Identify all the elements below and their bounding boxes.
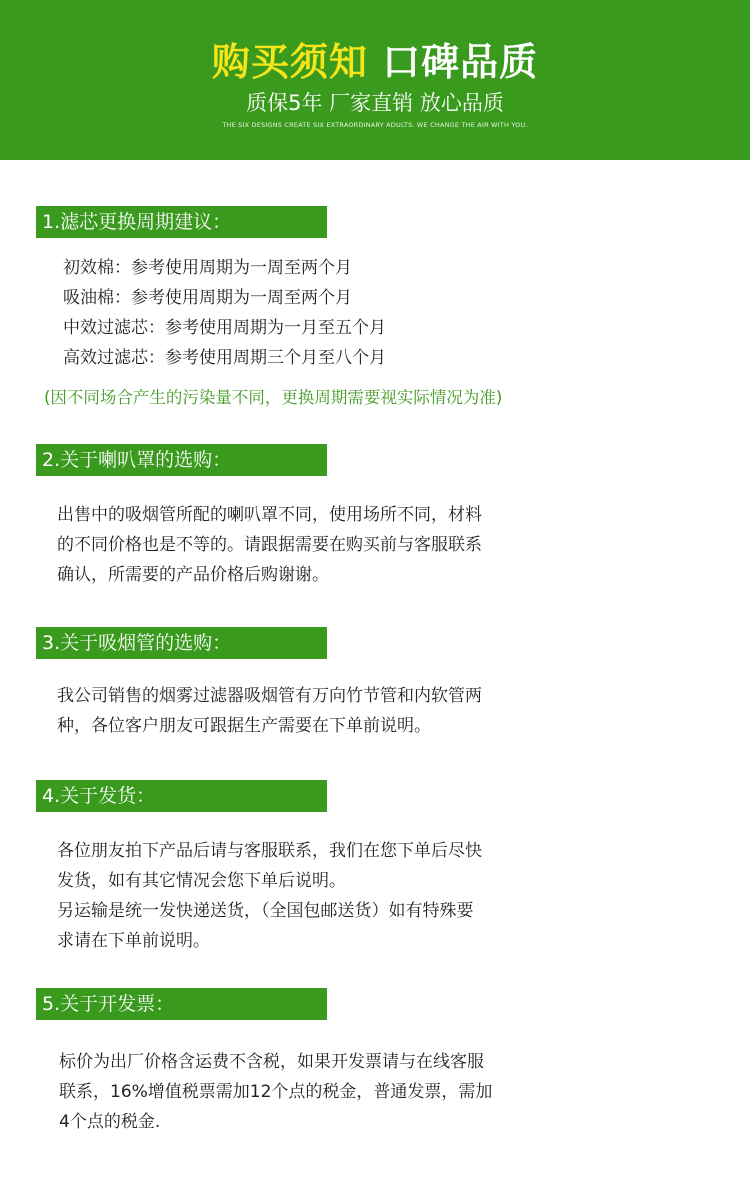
banner-title-white: 口碑品质 xyxy=(382,40,539,84)
section-3-line: 我公司销售的烟雾过滤器吸烟管有万向竹节管和内软管两 xyxy=(57,686,482,706)
section-header-smoke-pipe: 3.关于吸烟管的选购： xyxy=(36,627,327,659)
section-1-note: (因不同场合产生的污染量不同，更换周期需要视实际情况为准) xyxy=(44,388,503,407)
banner-tagline: THE SIX DESIGNS CREATE SIX EXTRAORDINARY ADULTS. WE CHANGE THE AIR WITH YOU. xyxy=(222,121,528,129)
section-header-horn-cover: 2.关于喇叭罩的选购： xyxy=(36,444,327,476)
section-4-line: 各位朋友拍下产品后请与客服联系，我们在您下单后尽快 xyxy=(57,841,482,861)
section-2-line: 出售中的吸烟管所配的喇叭罩不同，使用场所不同，材料 xyxy=(57,505,482,525)
section-1-line: 中效过滤芯：参考使用周期为一月至五个月 xyxy=(63,318,386,338)
section-5-line: 标价为出厂价格含运费不含税，如果开发票请与在线客服 xyxy=(59,1052,484,1072)
section-5-line: 4个点的税金. xyxy=(59,1112,161,1132)
section-2-line: 确认，所需要的产品价格后购谢谢。 xyxy=(57,565,329,585)
section-4-line: 另运输是统一发快递送货，（全国包邮送货）如有特殊要 xyxy=(57,901,474,921)
section-header-filter-cycle: 1.滤芯更换周期建议： xyxy=(36,206,327,238)
section-3-line: 种，各位客户朋友可跟据生产需要在下单前说明。 xyxy=(57,716,431,736)
banner-title xyxy=(0,36,750,88)
section-1-line: 吸油棉：参考使用周期为一周至两个月 xyxy=(63,288,352,308)
header-banner xyxy=(0,0,750,160)
section-header-shipping: 4.关于发货： xyxy=(36,780,327,812)
banner-subtitle: 质保5年 厂家直销 放心品质 xyxy=(246,91,504,115)
section-header-invoice: 5.关于开发票： xyxy=(36,988,327,1020)
section-1-line: 高效过滤芯：参考使用周期三个月至八个月 xyxy=(63,348,386,368)
section-4-line: 发货，如有其它情况会您下单后说明。 xyxy=(57,871,346,891)
section-1-line: 初效棉：参考使用周期为一周至两个月 xyxy=(63,258,352,278)
section-4-line: 求请在下单前说明。 xyxy=(57,931,210,951)
section-2-line: 的不同价格也是不等的。请跟据需要在购买前与客服联系 xyxy=(57,535,482,555)
section-5-line: 联系，16%增值税票需加12个点的税金，普通发票，需加 xyxy=(59,1082,493,1102)
banner-title-yellow: 购买须知 xyxy=(211,40,368,84)
